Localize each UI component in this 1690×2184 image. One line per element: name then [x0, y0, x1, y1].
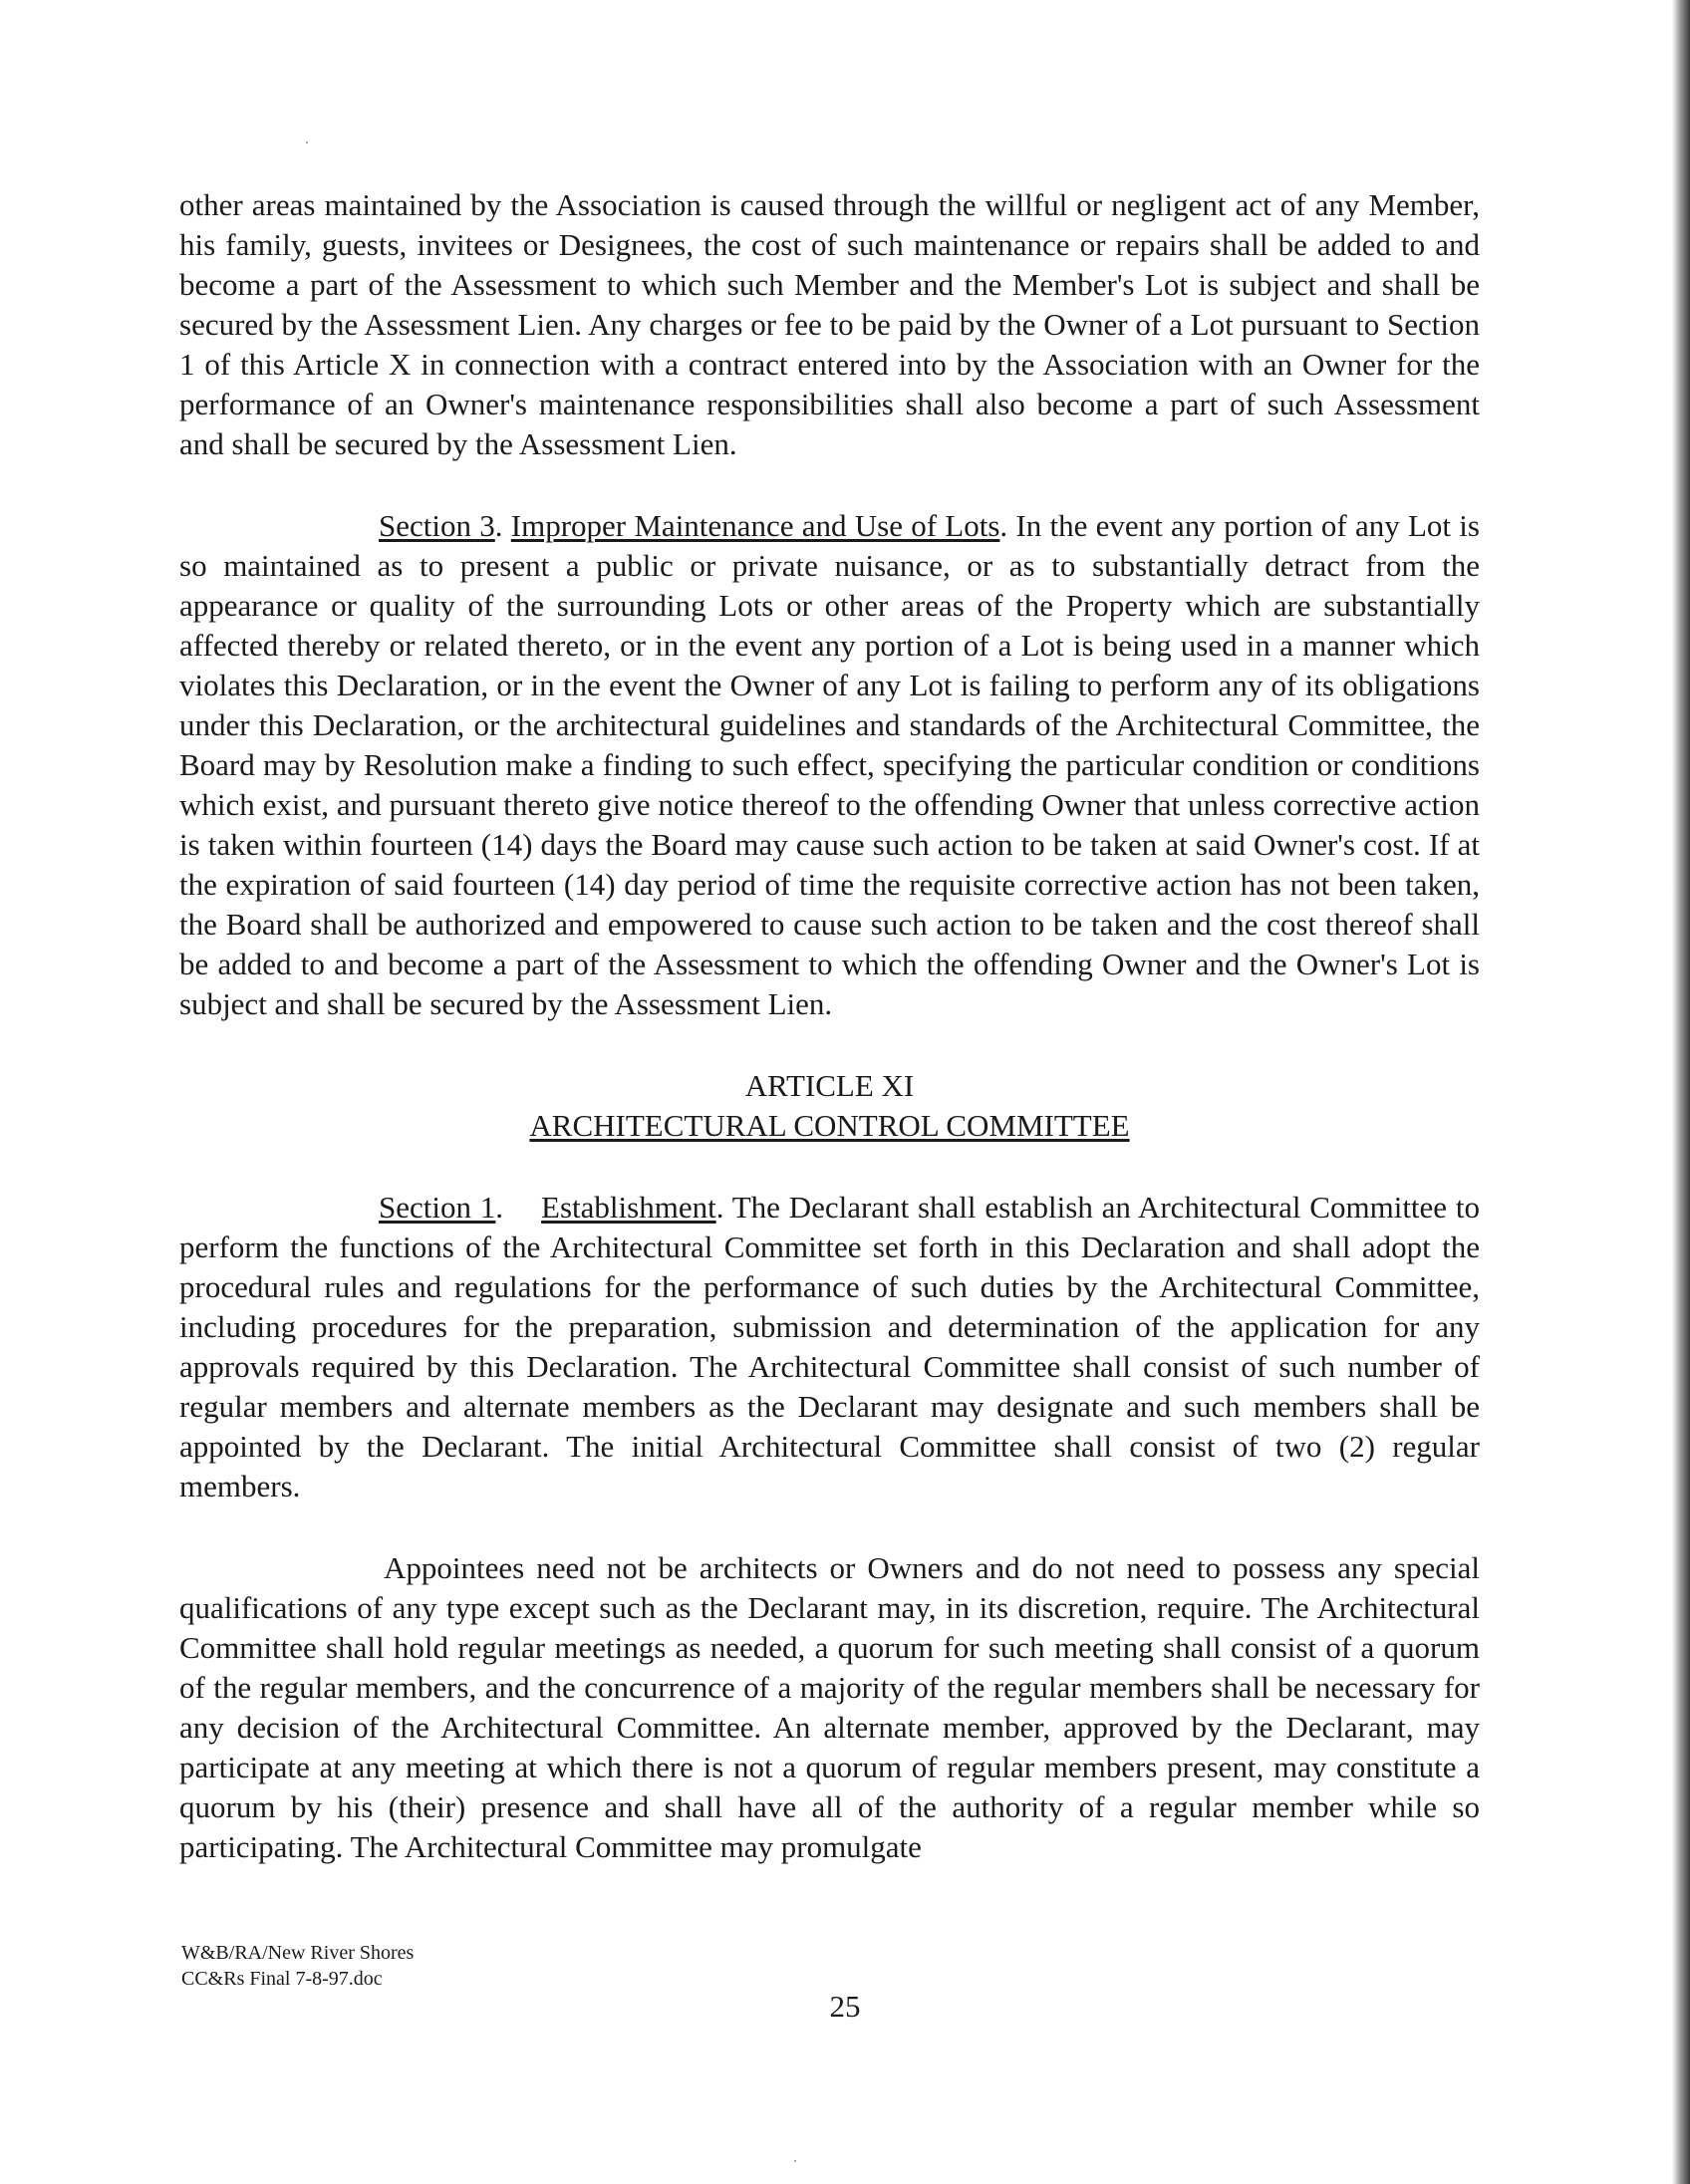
document-body — [179, 185, 1480, 1867]
continuation-paragraph: other areas maintained by the Association is caused through the willful or negligent act of any Member, his family, guests, invitees or Designees, the cost of such maintenance or repairs shall be added to and become a part of the Assessment to which such Member and the Member's Lot is subject and shall be secured by the Assessment Lien. Any charges or fee to be paid by the Owner of a Lot pursuant to Section 1 of this Article X in connection with a contract entered into by the Association with an Owner for the performance of an Owner's maintenance responsibilities shall also become a part of such Assessment and shall be secured by the Assessment Lien. — [179, 187, 1480, 461]
article-title: ARCHITECTURAL CONTROL COMMITTEE — [529, 1108, 1130, 1143]
appointees-paragraph: Appointees need not be architects or Owners and do not need to possess any special qualifications of any type except such as the Declarant may, in its discretion, require. The Architectural Committee shall hold regular meetings as needed, a quorum for such meeting shall consist of a quorum of the regular members, and the concurrence of a majority of the regular members shall be necessary for any decision of the Architectural Committee. An alternate member, approved by the Declarant, may participate at any meeting at which there is not a quorum of regular members present, may constitute a quorum by his (their) presence and shall have all of the authority of a regular member while so participating. The Architectural Committee may promulgate — [179, 1550, 1480, 1864]
article-number: ARTICLE XI — [744, 1068, 915, 1103]
footer-line-1: W&B/RA/New River Shores — [181, 1942, 415, 1964]
section-1-label: Section 1 — [379, 1190, 496, 1225]
scan-edge-shadow — [1672, 0, 1690, 2184]
scan-speck — [306, 141, 308, 143]
footer-line-2: CC&Rs Final 7-8-97.doc — [181, 1968, 383, 1990]
scan-speck — [794, 2160, 796, 2162]
section-3-label: Section 3 — [379, 508, 495, 543]
section-1-paragraph: Section 1. Establishment. The Declarant shall establish an Architectural Committee to perform the functions of the Architectural Committee set forth in this Declaration and shall adopt the procedural rules and regulations for the performance of such duties by the Architectural Committee, including procedures for the preparation, submission and determination of the application for any approvals required by this Declaration. The Architectural Committee shall consist of such number of regular members and alternate members as the Declarant may designate and such members shall be appointed by the Declarant. The initial Architectural Committee shall consist of two (2) regular members. — [179, 1190, 1480, 1503]
section-1-body: The Declarant shall establish an Architectural Committee to perform the functions of the Architectural Committee set forth in this Declaration and shall adopt the procedural rules and regulations for the performance of such duties by the Architectural Committee, including procedures for the preparation, submission and determination of the application for any approvals required by this Declaration. The Architectural Committee shall consist of such number of regular members and alternate members as the Declarant may designate and such members shall be appointed by the Declarant. The initial Architectural Committee shall consist of two (2) regular members. — [179, 1190, 1480, 1503]
section-1-title: Establishment — [541, 1190, 716, 1225]
section-3-title: Improper Maintenance and Use of Lots — [510, 508, 1000, 543]
document-footer — [181, 1940, 414, 1992]
section-3-body: In the event any portion of any Lot is so maintained as to present a public or private nuisance, or as to substantially detract from the appearance or quality of the surrounding Lots or other areas of the Property which are substantially affected thereby or related thereto, or in the event any portion of a Lot is being used in a manner which violates this Declaration, or in the event the Owner of any Lot is failing to perform any of its obligations under this Declaration, or the architectural guidelines and standards of the Architectural Committee, the Board may by Resolution make a finding to such effect, specifying the particular condition or conditions which exist, and pursuant thereto give notice thereof to the offending Owner that unless corrective action is taken within fourteen (14) days the Board may cause such action to be taken at said Owner's cost. If at the expiration of said fourteen (14) day period of time the requisite corrective action has not been taken, the Board shall be authorized and empowered to cause such action to be taken and the cost thereof shall be added to and become a part of the Assessment to which the offending Owner and the Owner's Lot is subject and shall be secured by the Assessment Lien. — [179, 508, 1480, 1021]
page-number: 25 — [829, 1989, 861, 2024]
article-heading — [179, 1066, 1480, 1146]
section-3-paragraph: Section 3. Improper Maintenance and Use of Lots. In the event any portion of any Lot is so maintained as to present a public or private nuisance, or as to substantially detract from the appearance or quality of the surrounding Lots or other areas of the Property which are substantially affected thereby or related thereto, or in the event any portion of a Lot is being used in a manner which violates this Declaration, or in the event the Owner of any Lot is failing to perform any of its obligations under this Declaration, or the architectural guidelines and standards of the Architectural Committee, the Board may by Resolution make a finding to such effect, specifying the particular condition or conditions which exist, and pursuant thereto give notice thereof to the offending Owner that unless corrective action is taken within fourteen (14) days the Board may cause such action to be taken at said Owner's cost. If at the expiration of said fourteen (14) day period of time the requisite corrective action has not been taken, the Board shall be authorized and empowered to cause such action to be taken and the cost thereof shall be added to and become a part of the Assessment to which the offending Owner and the Owner's Lot is subject and shall be secured by the Assessment Lien. — [179, 508, 1480, 1021]
